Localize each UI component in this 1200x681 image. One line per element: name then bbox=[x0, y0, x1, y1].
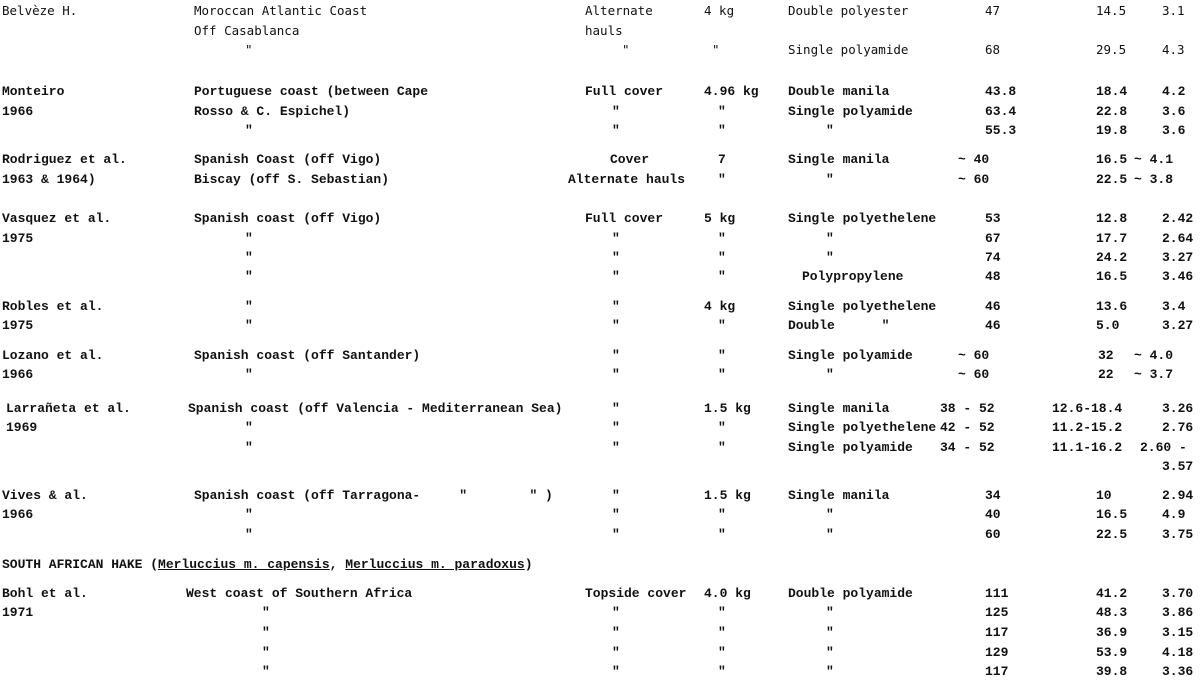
material-cell: " bbox=[826, 231, 834, 246]
author-cell: Monteiro bbox=[2, 84, 65, 99]
material-cell: " bbox=[826, 367, 834, 382]
area-cell: " bbox=[262, 625, 270, 640]
selection-factor-cell: 3.26 bbox=[1162, 401, 1194, 416]
mesh-size-cell: 46 bbox=[985, 299, 1001, 314]
heading-separator: , bbox=[329, 557, 346, 572]
selection-factor-cell: 4.18 bbox=[1162, 645, 1194, 660]
method-cell: " bbox=[612, 348, 620, 363]
method-cell: Cover bbox=[610, 152, 650, 167]
area-cell: " bbox=[245, 440, 253, 455]
mesh-size-cell: 55.3 bbox=[985, 123, 1017, 138]
material-cell: Single manila bbox=[788, 488, 890, 503]
weight-cell: " bbox=[718, 269, 726, 284]
selection-factor-cell: 3.27 bbox=[1162, 250, 1194, 265]
selection-factor-cell: 3.57 bbox=[1162, 459, 1194, 474]
l50-cell: 18.4 bbox=[1096, 84, 1128, 99]
method-cell: " bbox=[612, 318, 620, 333]
selection-factor-cell: ~ 4.0 bbox=[1134, 348, 1174, 363]
area-cell: Spanish coast (off Vigo) bbox=[194, 211, 382, 226]
l50-cell: 12.8 bbox=[1096, 211, 1128, 226]
material-cell: Single polyamide bbox=[788, 440, 913, 455]
l50-cell: 16.5 bbox=[1096, 507, 1128, 522]
area-cell: Spanish Coast (off Vigo) bbox=[194, 152, 382, 167]
weight-cell: " bbox=[718, 664, 726, 679]
area-cell: " bbox=[245, 231, 253, 246]
method-cell: " bbox=[612, 625, 620, 640]
l50-cell: 39.8 bbox=[1096, 664, 1128, 679]
area-cell: Rosso & C. Espichel) bbox=[194, 104, 351, 119]
weight-cell: 1.5 kg bbox=[704, 488, 751, 503]
method-cell: " bbox=[622, 42, 630, 57]
material-cell: " bbox=[826, 123, 834, 138]
material-cell: Single polyamide bbox=[788, 348, 913, 363]
author-cell: 1966 bbox=[2, 507, 34, 522]
selection-factor-cell: 4.9 bbox=[1162, 507, 1186, 522]
weight-cell: " bbox=[718, 348, 726, 363]
weight-cell: " bbox=[718, 367, 726, 382]
l50-cell: 24.2 bbox=[1096, 250, 1128, 265]
material-cell: " bbox=[826, 250, 834, 265]
method-cell: " bbox=[612, 420, 620, 435]
mesh-size-cell: 60 bbox=[985, 527, 1001, 542]
method-cell: " bbox=[612, 250, 620, 265]
method-cell: " bbox=[612, 507, 620, 522]
selection-factor-cell: ~ 3.8 bbox=[1134, 172, 1174, 187]
mesh-size-cell: 63.4 bbox=[985, 104, 1017, 119]
material-cell: Single polyethelene bbox=[788, 211, 937, 226]
mesh-size-cell: 47 bbox=[985, 3, 1001, 18]
method-cell: Alternate bbox=[585, 3, 653, 18]
area-cell: Portuguese coast (between Cape bbox=[194, 84, 429, 99]
weight-cell: " bbox=[712, 42, 720, 57]
l50-cell: 32 bbox=[1098, 348, 1114, 363]
material-cell: Single polyethelene bbox=[788, 420, 937, 435]
weight-cell: 7 bbox=[718, 152, 726, 167]
weight-cell: " bbox=[718, 507, 726, 522]
author-cell: 1975 bbox=[2, 318, 34, 333]
selection-factor-cell: 2.42 bbox=[1162, 211, 1194, 226]
area-cell: " bbox=[245, 269, 253, 284]
selection-factor-cell: 3.86 bbox=[1162, 605, 1194, 620]
selection-factor-cell: 3.1 bbox=[1162, 3, 1185, 18]
l50-cell: 12.6-18.4 bbox=[1052, 401, 1123, 416]
area-cell: " bbox=[245, 42, 253, 57]
material-cell: Single polyamide bbox=[788, 104, 913, 119]
selection-factor-cell: 3.46 bbox=[1162, 269, 1194, 284]
l50-cell: 10 bbox=[1096, 488, 1112, 503]
area-cell: " bbox=[245, 420, 253, 435]
mesh-size-cell: ~ 60 bbox=[958, 348, 990, 363]
weight-cell: " bbox=[718, 318, 726, 333]
selection-factor-cell: 2.64 bbox=[1162, 231, 1194, 246]
mesh-size-cell: ~ 40 bbox=[958, 152, 990, 167]
area-cell: " bbox=[245, 250, 253, 265]
method-cell: " bbox=[612, 440, 620, 455]
selection-factor-cell: 3.6 bbox=[1162, 123, 1186, 138]
mesh-size-cell: 40 bbox=[985, 507, 1001, 522]
mesh-size-cell: 38 - 52 bbox=[940, 401, 995, 416]
section-heading-south-african-hake bbox=[2, 557, 533, 573]
selection-factor-cell: 2.94 bbox=[1162, 488, 1194, 503]
mesh-size-cell: 34 - 52 bbox=[940, 440, 995, 455]
l50-cell: 29.5 bbox=[1096, 42, 1127, 57]
mesh-size-cell: 67 bbox=[985, 231, 1001, 246]
method-cell: " bbox=[612, 527, 620, 542]
mesh-size-cell: 42 - 52 bbox=[940, 420, 995, 435]
l50-cell: 16.5 bbox=[1096, 269, 1128, 284]
l50-cell: 11.2-15.2 bbox=[1052, 420, 1123, 435]
mesh-size-cell: 48 bbox=[985, 269, 1001, 284]
weight-cell: 4.0 kg bbox=[704, 586, 751, 601]
weight-cell: " bbox=[718, 605, 726, 620]
weight-cell: " bbox=[718, 123, 726, 138]
l50-cell: 17.7 bbox=[1096, 231, 1128, 246]
method-cell: " bbox=[612, 104, 620, 119]
area-cell: " bbox=[245, 123, 253, 138]
author-cell: 1975 bbox=[2, 231, 34, 246]
method-cell: " bbox=[612, 664, 620, 679]
l50-cell: 48.3 bbox=[1096, 605, 1128, 620]
area-cell: " bbox=[262, 664, 270, 679]
weight-cell: " bbox=[718, 625, 726, 640]
material-cell: " bbox=[826, 645, 834, 660]
weight-cell: " bbox=[718, 440, 726, 455]
selection-factor-cell: 2.76 bbox=[1162, 420, 1194, 435]
mesh-size-cell: ~ 60 bbox=[958, 172, 990, 187]
mesh-size-cell: 111 bbox=[985, 586, 1009, 601]
method-cell: " bbox=[612, 269, 620, 284]
l50-cell: 22 bbox=[1098, 367, 1114, 382]
mesh-size-cell: 68 bbox=[985, 42, 1001, 57]
material-cell: " bbox=[826, 664, 834, 679]
mesh-size-cell: 74 bbox=[985, 250, 1001, 265]
area-cell: Biscay (off S. Sebastian) bbox=[194, 172, 390, 187]
area-cell: " bbox=[245, 507, 253, 522]
weight-cell: " bbox=[718, 250, 726, 265]
selection-factor-cell: 3.15 bbox=[1162, 625, 1194, 640]
material-cell: " bbox=[826, 527, 834, 542]
selection-factor-cell: 3.75 bbox=[1162, 527, 1194, 542]
mesh-size-cell: 129 bbox=[985, 645, 1009, 660]
author-cell: Rodriguez et al. bbox=[2, 152, 127, 167]
l50-cell: 5.0 bbox=[1096, 318, 1120, 333]
method-cell: " bbox=[612, 488, 620, 503]
weight-cell: " bbox=[718, 527, 726, 542]
mesh-size-cell: 117 bbox=[985, 664, 1009, 679]
author-cell: Bohl et al. bbox=[2, 586, 88, 601]
l50-cell: 53.9 bbox=[1096, 645, 1128, 660]
method-cell: " bbox=[612, 401, 620, 416]
material-cell: " bbox=[826, 507, 834, 522]
author-cell: Belvèze H. bbox=[2, 3, 78, 18]
l50-cell: 41.2 bbox=[1096, 586, 1128, 601]
species-name-capensis: Merluccius m. capensis bbox=[158, 557, 330, 572]
weight-cell: 4.96 kg bbox=[704, 84, 759, 99]
material-cell: Polypropylene bbox=[802, 269, 904, 284]
area-cell: " bbox=[245, 299, 253, 314]
method-cell: " bbox=[612, 645, 620, 660]
author-cell: 1966 bbox=[2, 104, 34, 119]
area-cell: Off Casablanca bbox=[194, 23, 300, 38]
l50-cell: 14.5 bbox=[1096, 3, 1127, 18]
weight-cell: " bbox=[718, 104, 726, 119]
selection-factor-cell: 3.4 bbox=[1162, 299, 1186, 314]
species-name-paradoxus: Merluccius m. paradoxus bbox=[345, 557, 525, 572]
weight-cell: " bbox=[718, 172, 726, 187]
selection-factor-cell: 2.60 - bbox=[1140, 440, 1187, 455]
method-cell: Topside cover bbox=[585, 586, 687, 601]
material-cell: Single manila bbox=[788, 401, 890, 416]
l50-cell: 22.5 bbox=[1096, 172, 1128, 187]
weight-cell: 5 kg bbox=[704, 211, 736, 226]
weight-cell: " bbox=[718, 645, 726, 660]
author-cell: 1963 & 1964) bbox=[2, 172, 96, 187]
area-cell: " bbox=[245, 318, 253, 333]
l50-cell: 22.8 bbox=[1096, 104, 1128, 119]
mesh-size-cell: 34 bbox=[985, 488, 1001, 503]
weight-cell: " bbox=[718, 420, 726, 435]
area-cell: " bbox=[245, 367, 253, 382]
mesh-size-cell: 117 bbox=[985, 625, 1009, 640]
selection-factor-cell: 3.70 bbox=[1162, 586, 1194, 601]
selection-factor-cell: 3.36 bbox=[1162, 664, 1194, 679]
author-cell: Robles et al. bbox=[2, 299, 104, 314]
material-cell: Double " bbox=[788, 318, 890, 333]
material-cell: Double polyester bbox=[788, 3, 909, 18]
heading-suffix: ) bbox=[524, 557, 533, 572]
material-cell: " bbox=[826, 605, 834, 620]
author-cell: Lozano et al. bbox=[2, 348, 104, 363]
material-cell: Single polyamide bbox=[788, 42, 909, 57]
author-cell: Vasquez et al. bbox=[2, 211, 112, 226]
material-cell: " bbox=[826, 625, 834, 640]
material-cell: Double polyamide bbox=[788, 586, 913, 601]
material-cell: Single polyethelene bbox=[788, 299, 937, 314]
l50-cell: 19.8 bbox=[1096, 123, 1128, 138]
weight-cell: " bbox=[718, 231, 726, 246]
l50-cell: 16.5 bbox=[1096, 152, 1128, 167]
mesh-size-cell: 46 bbox=[985, 318, 1001, 333]
area-cell: " bbox=[262, 645, 270, 660]
method-cell: " bbox=[612, 367, 620, 382]
selection-factor-cell: 3.27 bbox=[1162, 318, 1194, 333]
area-cell: Spanish coast (off Tarragona- " " ) bbox=[194, 488, 553, 503]
author-cell: 1969 bbox=[6, 420, 38, 435]
area-cell: Moroccan Atlantic Coast bbox=[194, 3, 368, 18]
mesh-size-cell: 125 bbox=[985, 605, 1009, 620]
author-cell: 1966 bbox=[2, 367, 34, 382]
area-cell: Spanish coast (off Santander) bbox=[194, 348, 421, 363]
author-cell: Larrañeta et al. bbox=[6, 401, 131, 416]
weight-cell: 4 kg bbox=[704, 3, 735, 18]
area-cell: " bbox=[262, 605, 270, 620]
method-cell: " bbox=[612, 605, 620, 620]
l50-cell: 22.5 bbox=[1096, 527, 1128, 542]
method-cell: Alternate hauls bbox=[568, 172, 686, 187]
selection-factor-cell: 3.6 bbox=[1162, 104, 1186, 119]
selection-factor-cell: ~ 3.7 bbox=[1134, 367, 1174, 382]
weight-cell: 4 kg bbox=[704, 299, 736, 314]
selection-factor-cell: 4.3 bbox=[1162, 42, 1185, 57]
mesh-size-cell: 53 bbox=[985, 211, 1001, 226]
author-cell: 1971 bbox=[2, 605, 34, 620]
author-cell: Vives & al. bbox=[2, 488, 88, 503]
mesh-size-cell: 43.8 bbox=[985, 84, 1017, 99]
l50-cell: 13.6 bbox=[1096, 299, 1128, 314]
method-cell: Full cover bbox=[585, 211, 664, 226]
weight-cell: 1.5 kg bbox=[704, 401, 751, 416]
l50-cell: 36.9 bbox=[1096, 625, 1128, 640]
area-cell: Spanish coast (off Valencia - Mediterranean Sea) bbox=[188, 401, 563, 416]
area-cell: West coast of Southern Africa bbox=[186, 586, 413, 601]
mesh-size-cell: ~ 60 bbox=[958, 367, 990, 382]
method-cell: " bbox=[612, 123, 620, 138]
method-cell: " bbox=[612, 299, 620, 314]
l50-cell: 11.1-16.2 bbox=[1052, 440, 1123, 455]
area-cell: " bbox=[245, 527, 253, 542]
selection-factor-cell: 4.2 bbox=[1162, 84, 1186, 99]
method-cell: " bbox=[612, 231, 620, 246]
method-cell: hauls bbox=[585, 23, 623, 38]
material-cell: " bbox=[826, 172, 834, 187]
selection-factor-cell: ~ 4.1 bbox=[1134, 152, 1174, 167]
material-cell: Double manila bbox=[788, 84, 890, 99]
method-cell: Full cover bbox=[585, 84, 664, 99]
material-cell: Single manila bbox=[788, 152, 890, 167]
heading-prefix: SOUTH AFRICAN HAKE ( bbox=[2, 557, 159, 572]
